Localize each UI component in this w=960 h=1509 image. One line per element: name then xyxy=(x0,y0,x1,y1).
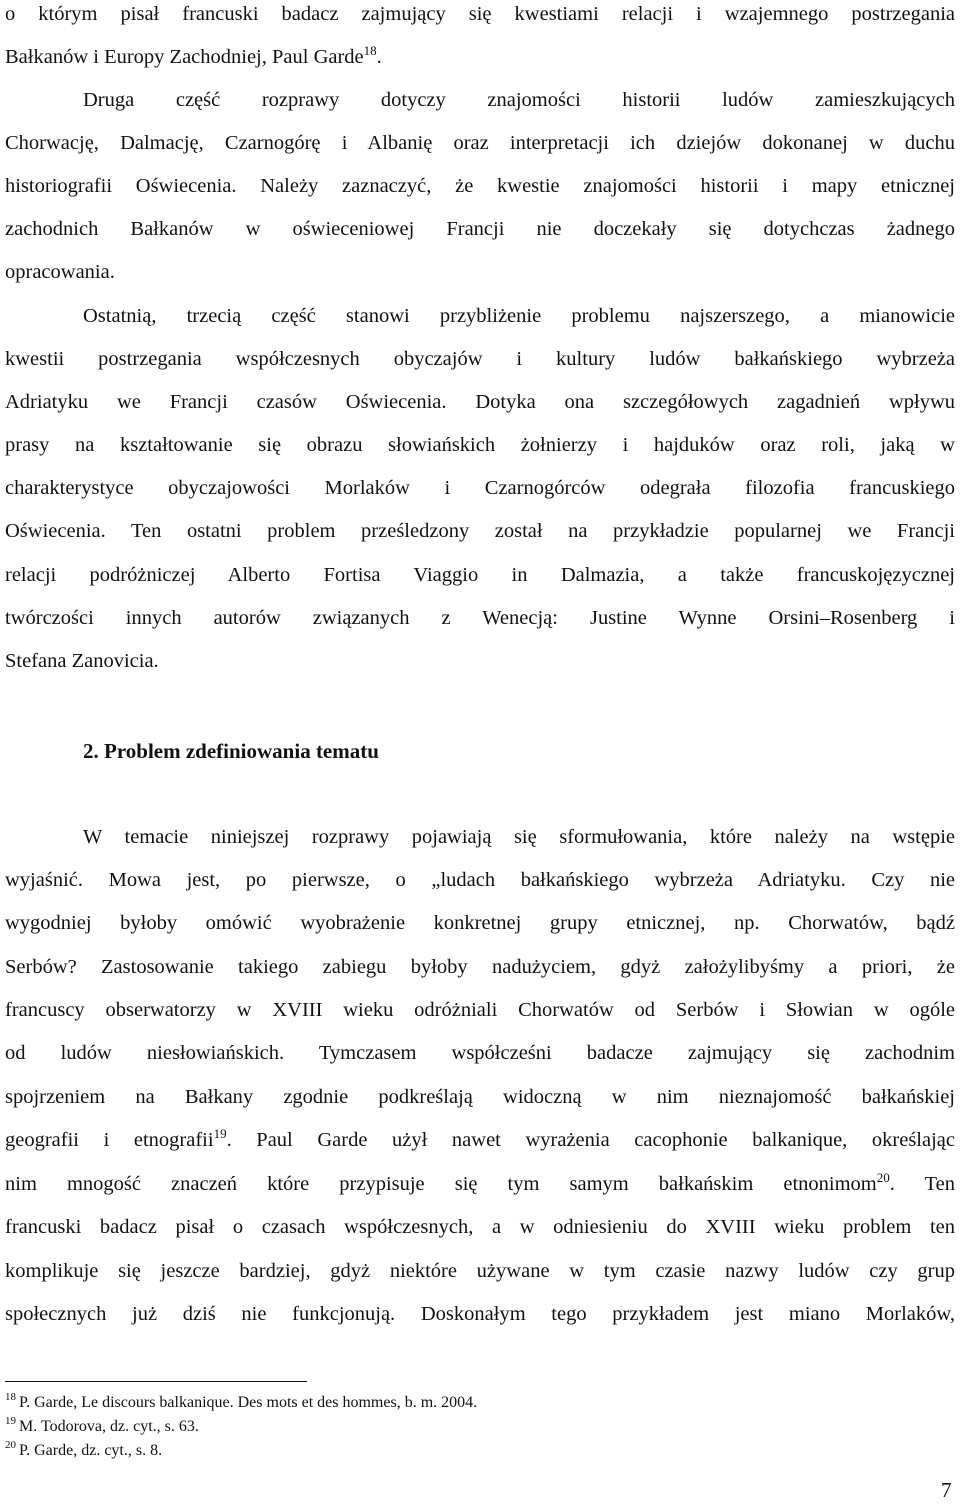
text-line: W temacie niniejszej rozprawy pojawiają się sformułowania, które należy na wstępie xyxy=(83,826,955,848)
text-line: Druga część rozprawy dotyczy znajomości historii ludów zamieszkujących xyxy=(83,89,955,111)
text-line xyxy=(5,45,955,69)
text-line: Chorwację, Dalmację, Czarnogórę i Albanię oraz interpretacji ich dziejów dokonanej w duchu xyxy=(5,132,955,154)
text-line: twórczości innych autorów związanych z Wenecją: Justine Wynne Orsini–Rosenberg i xyxy=(5,607,955,629)
text-line: francuscy obserwatorzy w XVIII wieku odróżniali Chorwatów od Serbów i Słowian w ogóle xyxy=(5,999,955,1021)
line-text: . Paul Garde użył nawet wyrażenia cacophonie balkanique, określając xyxy=(226,1129,955,1151)
section-heading: 2. Problem zdefiniowania tematu xyxy=(83,739,379,763)
text-line: Serbów? Zastosowanie takiego zabiegu byłoby nadużyciem, gdyż założylibyśmy a priori, że xyxy=(5,956,955,978)
footnote-text: M. Todorova, dz. cyt., s. 63. xyxy=(19,1418,199,1435)
line-text: Bałkanów i Europy Zachodniej, Paul Garde xyxy=(5,46,364,68)
text-line: francuski badacz pisał o czasach współczesnych, a w odniesieniu do XVIII wieku problem ten xyxy=(5,1216,955,1238)
footnote-19 xyxy=(5,1415,199,1436)
footnote-number: 19 xyxy=(5,1415,16,1427)
footnote-divider xyxy=(5,1381,307,1382)
line-text: nim mnogość znaczeń które przypisuje się tym samym bałkańskim etnonimom xyxy=(5,1173,877,1195)
line-text: geografii i etnografii xyxy=(5,1129,214,1151)
footnote-ref-20[interactable]: 20 xyxy=(876,1170,890,1185)
footnote-text: P. Garde, Le discours balkanique. Des mots et des hommes, b. m. 2004. xyxy=(19,1394,478,1411)
text-line xyxy=(5,1172,955,1196)
footnote-20 xyxy=(5,1439,163,1460)
page-number: 7 xyxy=(941,1478,952,1502)
text-line: wyjaśnić. Mowa jest, po pierwsze, o „ludach bałkańskiego wybrzeża Adriatyku. Czy nie xyxy=(5,869,955,891)
footnote-text: P. Garde, dz. cyt., s. 8. xyxy=(19,1442,163,1459)
text-line: komplikuje się jeszcze bardziej, gdyż niektóre używane w tym czasie nazwy ludów czy grup xyxy=(5,1260,955,1282)
text-line: prasy na kształtowanie się obrazu słowiańskich żołnierzy i hajduków oraz roli, jaką w xyxy=(5,434,955,456)
text-line xyxy=(5,1128,955,1152)
footnote-ref-18[interactable]: 18 xyxy=(363,43,377,58)
footnote-ref-19[interactable]: 19 xyxy=(213,1126,227,1141)
text-line: o którym pisał francuski badacz zajmujący się kwestiami relacji i wzajemnego postrzegania xyxy=(5,3,955,25)
line-text: . Ten xyxy=(889,1173,955,1195)
footnote-18 xyxy=(5,1391,478,1412)
text-line: historiografii Oświecenia. Należy zaznaczyć, że kwestie znajomości historii i mapy etnicznej xyxy=(5,175,955,197)
line-text: . xyxy=(376,46,382,68)
text-line: kwestii postrzegania współczesnych obyczajów i kultury ludów bałkańskiego wybrzeża xyxy=(5,348,955,370)
text-line: Stefana Zanovicia. xyxy=(5,650,159,672)
text-line: opracowania. xyxy=(5,261,115,283)
text-line: Adriatyku we Francji czasów Oświecenia. Dotyka ona szczegółowych zagadnień wpływu xyxy=(5,391,955,413)
text-line: zachodnich Bałkanów w oświeceniowej Francji nie doczekały się dotychczas żadnego xyxy=(5,218,955,240)
text-line: społecznych już dziś nie funkcjonują. Doskonałym tego przykładem jest miano Morlaków, xyxy=(5,1303,955,1325)
text-line: od ludów niesłowiańskich. Tymczasem współcześni badacze zajmujący się zachodnim xyxy=(5,1042,955,1064)
text-line: wygodniej byłoby omówić wyobrażenie konkretnej grupy etnicznej, np. Chorwatów, bądź xyxy=(5,912,955,934)
footnote-number: 20 xyxy=(5,1439,16,1451)
text-line: Ostatnią, trzecią część stanowi przybliżenie problemu najszerszego, a mianowicie xyxy=(83,305,955,327)
footnote-number: 18 xyxy=(5,1391,16,1403)
text-line: charakterystyce obyczajowości Morlaków i Czarnogórców odegrała filozofia francuskiego xyxy=(5,477,955,499)
text-line: Oświecenia. Ten ostatni problem prześledzony został na przykładzie popularnej we Francji xyxy=(5,520,955,542)
text-line: relacji podróżniczej Alberto Fortisa Viaggio in Dalmazia, a także francuskojęzycznej xyxy=(5,564,955,586)
text-line: spojrzeniem na Bałkany zgodnie podkreślają widoczną w nim nieznajomość bałkańskiej xyxy=(5,1086,955,1108)
